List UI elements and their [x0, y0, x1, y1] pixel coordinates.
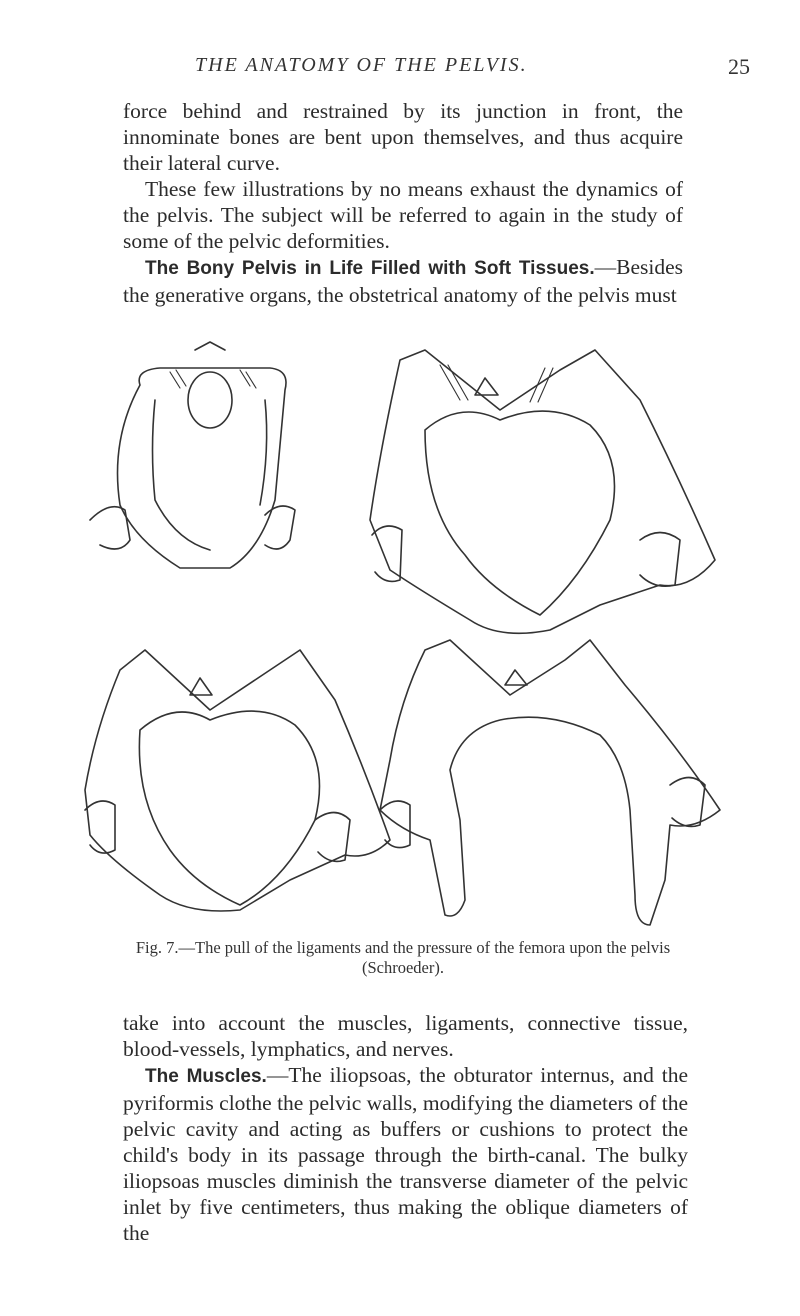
paragraph-muscles	[123, 1062, 688, 1246]
figure-label: Fig. 7.	[135, 938, 179, 957]
running-head	[0, 54, 800, 84]
page-number: 25	[728, 54, 750, 79]
top-text-block	[123, 98, 683, 308]
paragraph-bony-pelvis	[123, 254, 683, 308]
paragraph-muscles-body: The iliopsoas, the obturator internus, and the pyriformis clothe the pelvic walls, modifying the diameters of the pelvic cavity and acting as buffers or cushions to protect the child's body in its passage through the birth-canal. The bulky iliopsoas muscles diminish the transverse diameter of the pelvic inlet by five centimeters, thus making the oblique diameters of the	[123, 1063, 688, 1245]
diagram-bottom-left	[85, 650, 390, 911]
pelvis-illustration	[80, 340, 740, 930]
figure-caption-text: —The pull of the ligaments and the pressure of the femora upon the pelvis (Schroeder).	[178, 938, 671, 977]
diagram-top-right	[370, 350, 715, 633]
figure-caption	[123, 938, 683, 978]
paragraph-dynamics: These few illustrations by no means exhaust the dynamics of the pelvis. The subject will be referred to again in the study of some of the pelvic deformities.	[123, 177, 683, 253]
section-heading-bony-pelvis: The Bony Pelvis in Life Filled with Soft Tissues.	[145, 258, 595, 279]
paragraph-soft-tissues: take into account the muscles, ligaments, connective tissue, blood-vessels, lymphatics, and nerves.	[123, 1011, 688, 1061]
bottom-text-block	[123, 1010, 688, 1246]
paragraph-bony-pelvis-body: Besides the generative organs, the obstetrical anatomy of the pelvis must	[123, 255, 683, 307]
running-title: THE ANATOMY OF THE PELVIS.	[195, 54, 528, 76]
paragraph-continuation: force behind and restrained by its junction in front, the innominate bones are bent upon themselves, and thus acquire their lateral curve.	[123, 99, 683, 175]
section-heading-muscles: The Muscles.	[145, 1066, 267, 1087]
diagram-bottom-right	[380, 640, 720, 925]
diagram-top-left	[90, 342, 295, 568]
heading-dash: —	[594, 255, 617, 279]
heading-dash: —	[266, 1063, 289, 1087]
figure-pelvis-diagrams	[80, 340, 740, 930]
